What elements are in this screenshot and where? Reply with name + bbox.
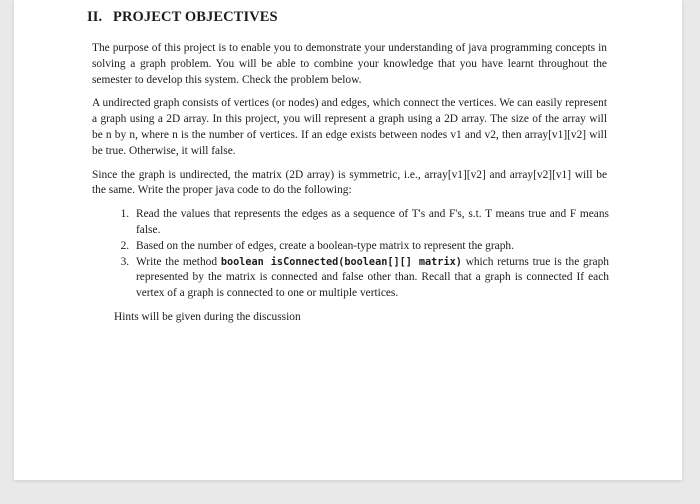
- task-item-read-values: [132, 207, 609, 239]
- section-title: PROJECT OBJECTIVES: [113, 9, 278, 25]
- task-item-create-matrix: [132, 239, 609, 255]
- section-heading: [87, 9, 278, 26]
- task-list: [92, 207, 609, 302]
- intro-paragraph: The purpose of this project is to enable you to demonstrate your understanding of java programming concepts in solving a graph problem. You will be able to combine your knowledge that you have learnt throughout the semester to develop this system. Check the problem below.: [92, 42, 607, 86]
- document-page: [14, 0, 682, 480]
- symmetry-paragraph: Since the graph is undirected, the matrix (2D array) is symmetric, i.e., array[v1][v2] and array[v2][v1] will be the same. Write the proper java code to do the following:: [92, 168, 607, 197]
- section-number: II.: [87, 9, 103, 25]
- task-item-text-end: which returns true is the graph represented by the matrix is connected and false other than. Recall that a graph is connected If each vertex of a graph is connected to one or multiple vertices.: [136, 255, 609, 300]
- task-item-text: Read the values that represents the edges as a sequence of T's and F's, s.t. T means true and F means false.: [136, 208, 609, 236]
- task-item-text: Based on the number of edges, create a boolean-type matrix to represent the graph.: [136, 239, 514, 252]
- graph-definition-paragraph: A undirected graph consists of vertices (or nodes) and edges, which connect the vertices. We can easily represent a graph using a 2D array. In this project, you will represent a graph using a 2D array. The size of the array will be n by n, where n is the number of vertices. If an edge exists between nodes v1 and v2, then array[v1][v2] will be true. Otherwise, it will false.: [92, 97, 607, 157]
- section-body: [92, 41, 607, 334]
- task-item-text-start: Write the method: [136, 255, 221, 268]
- task-item-is-connected: [132, 255, 609, 302]
- hints-note: Hints will be given during the discussion: [114, 310, 301, 323]
- method-signature: boolean isConnected(boolean[][] matrix): [220, 256, 462, 268]
